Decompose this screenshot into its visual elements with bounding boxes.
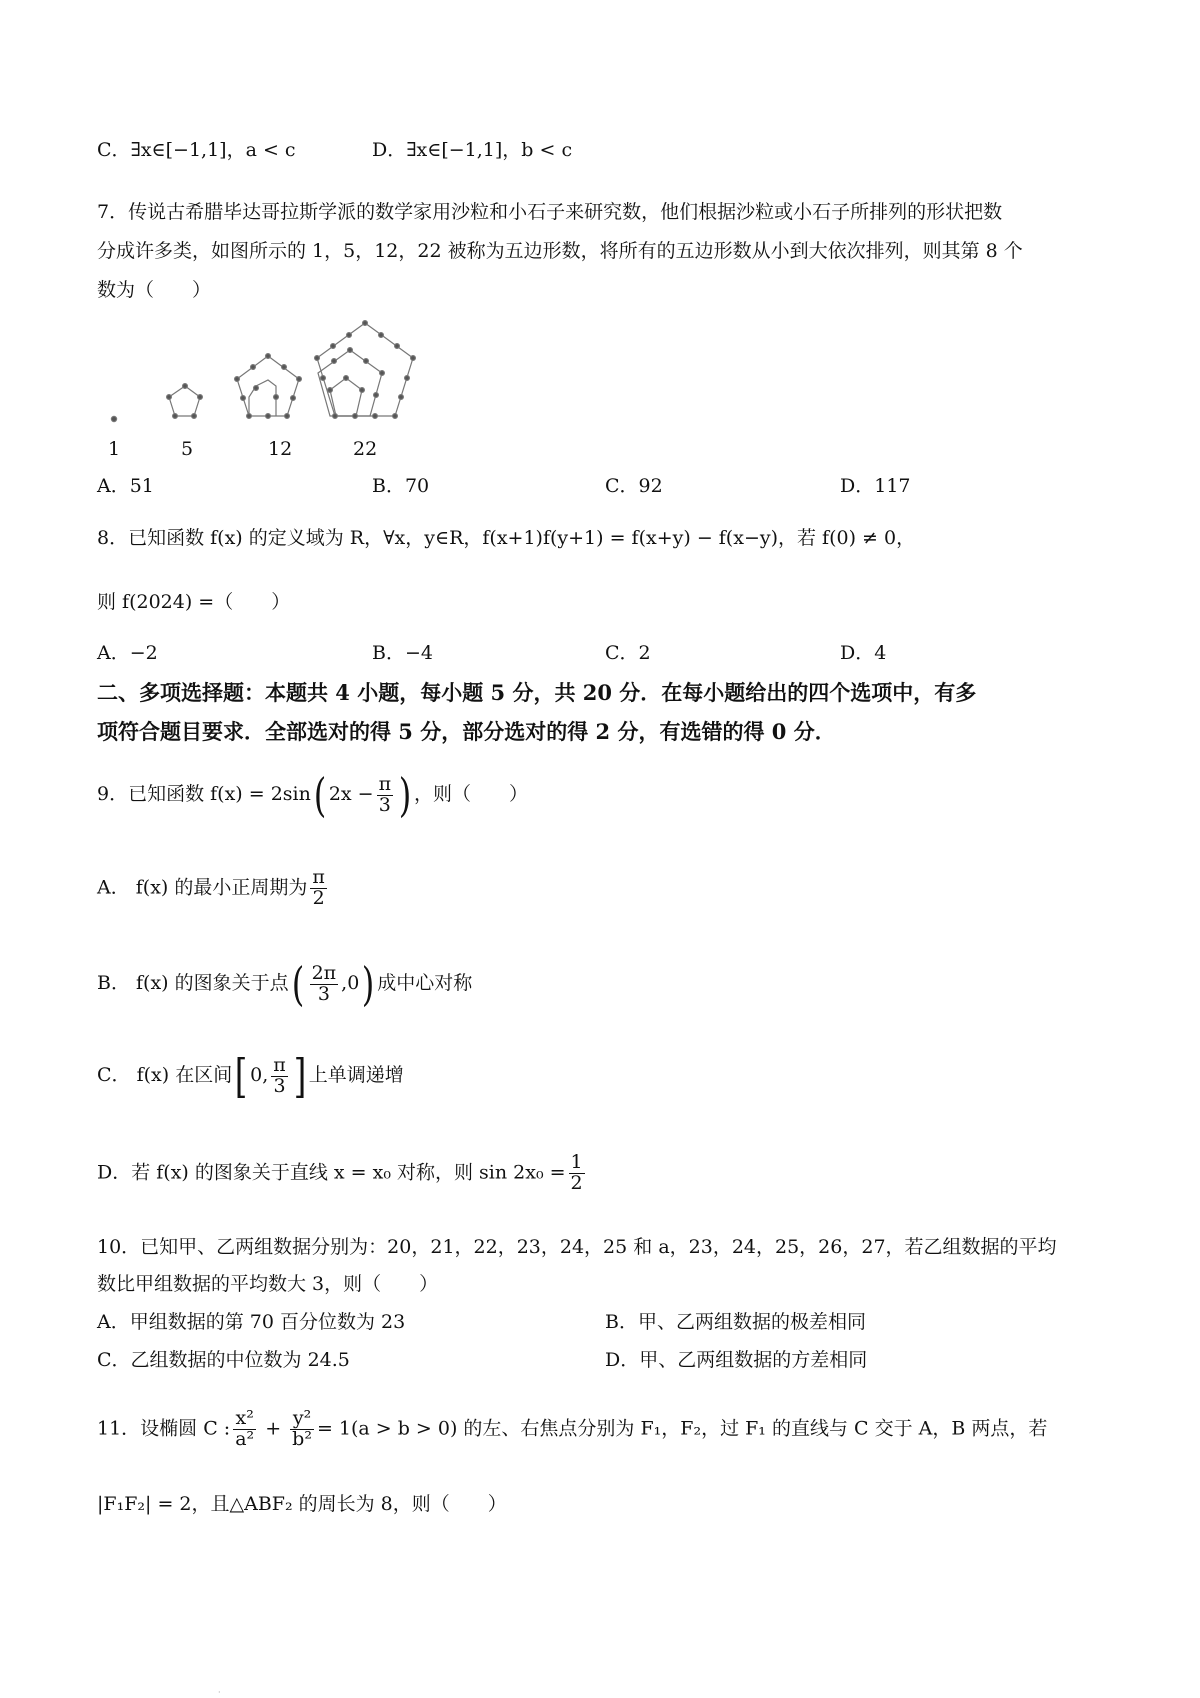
pi-over-3-fraction: $\frac{\pi}{3}$ — [273, 1053, 286, 1097]
section2-heading-line2: 项符合题目要求．全部选对的得 5 分，部分选对的得 2 分，有选错的得 0 分． — [97, 719, 836, 744]
one-half-fraction: $\frac{1}{2}$ — [570, 1151, 583, 1194]
q7-figure-label: 12 — [268, 438, 293, 460]
q9-stem-suffix: ，则（ ） — [414, 783, 529, 805]
q10-option-b: B．甲、乙两组数据的极差相同 — [605, 1311, 866, 1333]
q7-option-a: A．51 — [97, 475, 154, 497]
q7-text-line3: 数为（ ） — [97, 279, 212, 301]
q8-text-line2: 则 f(2024) =（ ） — [97, 591, 291, 613]
y2-over-b2-fraction: $\frac{\text{y²}}{\text{b²}}$ — [292, 1407, 312, 1450]
q8-option-b: B．−4 — [372, 642, 433, 664]
q9-stem-prefix: 9．已知函数 f(x) = 2sin — [97, 783, 311, 805]
q9-stem — [97, 768, 529, 822]
q10-text-line2: 数比甲组数据的平均数大 3，则（ ） — [97, 1273, 439, 1295]
q8-option-c: C．2 — [605, 642, 651, 664]
q9-option-d: D．若 f(x) 的图象关于直线 x = x₀ 对称，则 sin 2x₀ = $\frac{1}{2}$ — [97, 1151, 583, 1194]
q7-option-c: C．92 — [605, 475, 663, 497]
q9-option-c: C． f(x) 在区间[ 0, $\frac{\pi}{3}$ ] 上单调递增 — [97, 1049, 404, 1103]
q8-text-line1: 8．已知函数 f(x) 的定义域为 R，∀x，y∈R，f(x+1)f(y+1) = f(x+y) − f(x−y)，若 f(0) ≠ 0， — [97, 527, 916, 549]
pi-over-3-fraction: $\frac{\pi}{3}$ — [378, 772, 392, 816]
q7-figure-label: 5 — [181, 438, 194, 460]
q7-option-d: D．117 — [840, 475, 911, 497]
page-mark: · — [218, 1688, 221, 1697]
left-paren: ( — [313, 768, 327, 822]
q7-figure-label: 1 — [108, 438, 121, 460]
q7-text-line2: 分成许多类，如图所示的 1，5，12，22 被称为五边形数，将所有的五边形数从小到大依次排列，则其第 8 个 — [97, 240, 1023, 262]
q9-stem-inner: 2x − — [328, 783, 374, 805]
q7-text-line1: 7．传说古希腊毕达哥拉斯学派的数学家用沙粒和小石子来研究数，他们根据沙粒或小石子所排列的形状把数 — [97, 201, 1003, 223]
q10-option-a: A．甲组数据的第 70 百分位数为 23 — [97, 1311, 406, 1333]
q9-option-a: A． f(x) 的最小正周期为 $\frac{\pi}{2}$ — [97, 866, 325, 909]
q7-figure-label: 22 — [353, 438, 378, 460]
x2-over-a2-fraction: $\frac{\text{x²}}{\text{a²}}$ — [235, 1407, 255, 1450]
q9-option-b: B． f(x) 的图象关于点( $\frac{2\pi}{3}$ ,0) 成中心对称 — [97, 957, 473, 1011]
q7-option-b: B．70 — [372, 475, 430, 497]
q8-option-a: A．−2 — [97, 642, 158, 664]
q8-option-d: D．4 — [840, 642, 887, 664]
q6-option-d: D．∃x∈[−1,1]，b < c — [372, 139, 573, 161]
q10-option-d: D．甲、乙两组数据的方差相同 — [605, 1349, 868, 1371]
q11-text-line2: |F₁F₂| = 2，且△ABF₂ 的周长为 8，则（ ） — [97, 1493, 507, 1515]
right-paren: ) — [398, 768, 412, 822]
pi-over-2-fraction: $\frac{\pi}{2}$ — [312, 866, 325, 909]
2pi-over-3-fraction: $\frac{2\pi}{3}$ — [311, 961, 337, 1005]
q10-text-line1: 10．已知甲、乙两组数据分别为：20，21，22，23，24，25 和 a，23，24，25，26，27，若乙组数据的平均 — [97, 1236, 1057, 1258]
section2-heading-line1: 二、多项选择题：本题共 4 小题，每小题 5 分，共 20 分．在每小题给出的四个选项中，有多 — [97, 680, 977, 705]
q11-text-line1: 11．设椭圆 C : $\frac{\text{x²}}{\text{a²}}$ + $\frac{\text{y²}}{\text{b²}}$ = 1(a > b > 0) 的左、右焦点分别为 F₁，F₂，过 F₁ 的直线与 C 交于 A，B 两点，若 — [97, 1407, 1048, 1450]
q6-option-c: C．∃x∈[−1,1]，a < c — [97, 139, 296, 161]
q10-option-c: C．乙组数据的中位数为 24.5 — [97, 1349, 350, 1371]
pentagonal-numbers-figure — [98, 318, 458, 433]
